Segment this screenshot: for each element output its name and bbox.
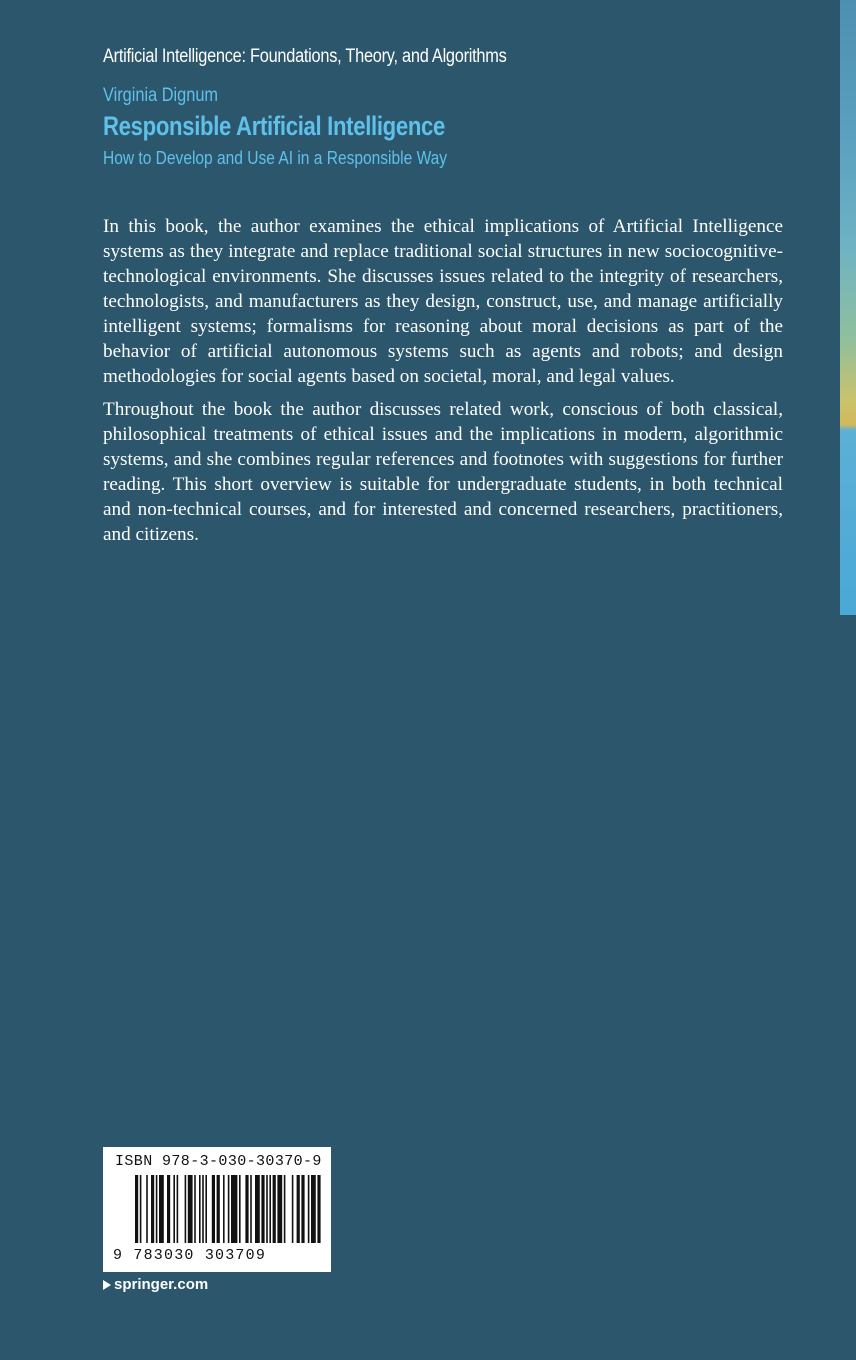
barcode-bar: [317, 1175, 320, 1243]
book-subtitle: How to Develop and Use AI in a Responsible Way: [103, 147, 448, 168]
series-title: Artificial Intelligence: Foundations, Theory, and Algorithms: [103, 46, 507, 67]
barcode-bar: [239, 1175, 241, 1243]
publisher-link-label: springer.com: [114, 1276, 209, 1293]
barcode-bar: [173, 1175, 175, 1243]
barcode-bar: [311, 1175, 316, 1243]
barcode-bar: [177, 1175, 179, 1243]
barcode-bar: [146, 1175, 148, 1243]
barcode-bar: [159, 1175, 164, 1243]
play-triangle-icon: [103, 1280, 111, 1290]
barcode-bar: [194, 1175, 196, 1243]
isbn-label: ISBN 978-3-030-30370-9: [115, 1153, 322, 1170]
spine-edge-strip: [840, 0, 856, 615]
isbn-barcode: [103, 1147, 331, 1272]
barcode-bar: [212, 1175, 215, 1243]
barcode-bar: [223, 1175, 225, 1243]
barcode-bar: [199, 1175, 201, 1243]
barcode-bar: [255, 1175, 260, 1243]
book-title: Responsible Artificial Intelligence: [103, 111, 446, 141]
barcode-bar: [250, 1175, 252, 1243]
barcode-bar: [217, 1175, 220, 1243]
barcode-bar: [273, 1175, 276, 1243]
barcode-bar: [297, 1175, 300, 1243]
barcode-bar: [308, 1175, 310, 1243]
blurb-paragraph-1: In this book, the author examines the ethical implications of Artificial Intelligence systems as they integrate and replace traditional social structures in new sociocognitive-technological environments. She discusses issues related to the integrity of researchers, technologists, and manufacturers as they design, construct, use, and manage artificially intelligent systems; formalisms for reasoning about moral decisions as part of the behavior of artificial autonomous systems such as agents and robots; and design methodologies for social agents based on societal, moral, and legal values.: [103, 216, 783, 387]
barcode-bar: [188, 1175, 193, 1243]
barcode-bar: [301, 1175, 304, 1243]
barcode-bar: [202, 1175, 204, 1243]
author-name: Virginia Dignum: [103, 85, 219, 106]
blurb-text: [103, 214, 783, 555]
barcode-bar: [228, 1175, 230, 1243]
barcode-bar: [140, 1175, 142, 1243]
barcode-digits: 9 783030 303709: [113, 1247, 267, 1264]
barcode-bar: [261, 1175, 264, 1243]
barcode-bar: [245, 1175, 248, 1243]
barcode-bar: [151, 1175, 154, 1243]
barcode-bar: [167, 1175, 170, 1243]
barcode-bar: [292, 1175, 294, 1243]
barcode-bar: [284, 1175, 286, 1243]
blurb-paragraph-2: Throughout the book the author discusses related work, conscious of both classical, philosophical treatments of ethical issues and the implications in modern, algorithmic systems, and she combines regular references and footnotes with suggestions for further reading. This short overview is suitable for undergraduate students, in both technical and non-technical courses, and for interested and concerned researchers, practitioners, and citizens.: [103, 399, 783, 545]
barcode-bar: [231, 1175, 237, 1243]
barcode-bar: [156, 1175, 158, 1243]
barcode-bar: [277, 1175, 282, 1243]
barcode-bar: [185, 1175, 187, 1243]
barcode-bar: [205, 1175, 207, 1243]
barcode-bar: [135, 1175, 138, 1243]
publisher-link[interactable]: [103, 1276, 208, 1293]
barcode-bar: [269, 1175, 271, 1243]
barcode-bar: [266, 1175, 268, 1243]
